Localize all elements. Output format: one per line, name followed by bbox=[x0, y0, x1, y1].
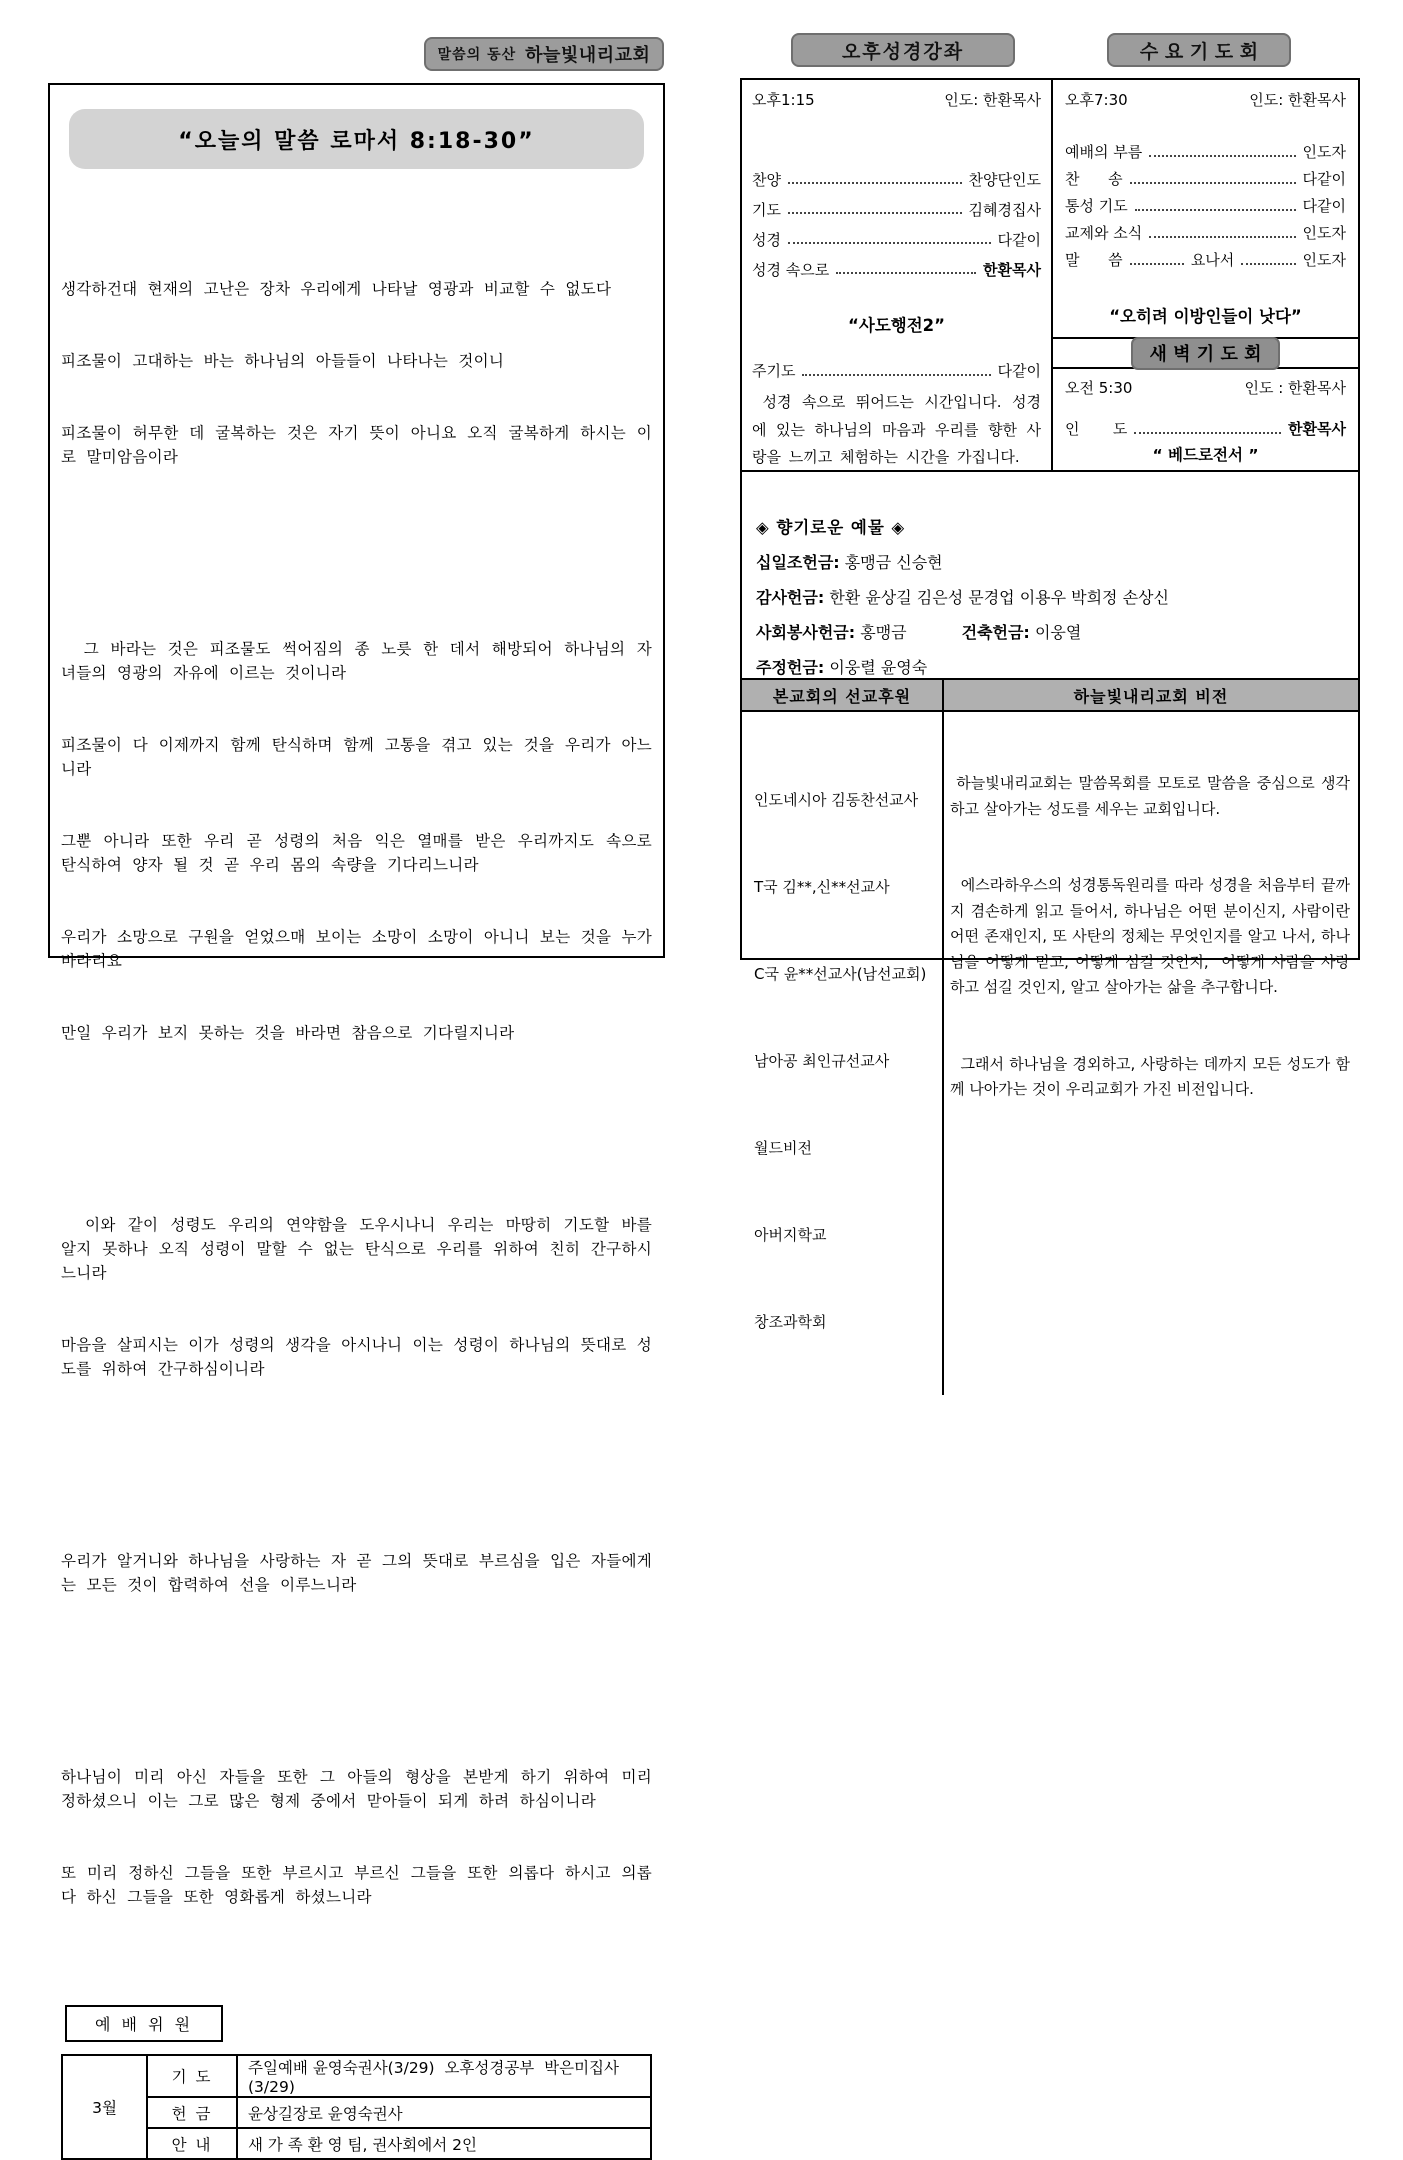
afternoon-lecture-badge: 오후성경강좌 bbox=[791, 33, 1015, 67]
offering-label: 감사헌금: bbox=[756, 588, 825, 607]
mission-item: 월드비전 bbox=[754, 1139, 812, 1157]
table-row bbox=[62, 2055, 651, 2097]
scripture-line: 피조물이 허무한 데 굴복하는 것은 자기 뜻이 아니요 오직 굴복하게 하시는 이로 말미암음이라 bbox=[61, 424, 652, 466]
page-title: “오늘의 말씀 로마서 8:18-30” bbox=[69, 109, 644, 169]
dotted-leader bbox=[1134, 432, 1281, 434]
scripture-line: 피조물이 다 이제까지 함께 탄식하며 함께 고통을 겪고 있는 것을 우리가 아느니라 bbox=[61, 736, 652, 778]
order-label: 성경 bbox=[752, 230, 781, 249]
order-row bbox=[1065, 138, 1346, 165]
table-row bbox=[62, 2128, 651, 2159]
scripture-paragraph bbox=[61, 1501, 652, 1645]
order-value: 인도자 bbox=[1302, 251, 1346, 269]
order-row bbox=[752, 254, 1041, 284]
offering-line bbox=[756, 585, 1344, 608]
offering-line bbox=[756, 550, 1344, 573]
offering-label: 주정헌금: bbox=[756, 658, 825, 677]
service-time: 오전 5:30 bbox=[1065, 379, 1133, 397]
section-header bbox=[1065, 377, 1346, 398]
dotted-leader bbox=[1149, 236, 1295, 238]
mission-item: C국 윤**선교사(남선교회) bbox=[754, 965, 927, 983]
order-label: 말 씀 bbox=[1065, 251, 1123, 269]
vision-text bbox=[944, 712, 1358, 1395]
offering-entry bbox=[756, 585, 1169, 608]
church-header-badge bbox=[424, 37, 664, 71]
order-of-service bbox=[752, 164, 1041, 284]
scripture-paragraph bbox=[61, 1165, 663, 1429]
scripture-line: 마음을 살피시는 이가 성령의 생각을 아시나니 이는 성령이 하나님의 뜻대로 성도를 위하여 간구하심이니라 bbox=[61, 1336, 653, 1378]
service-leader: 인도: 한환목사 bbox=[1249, 91, 1346, 109]
section-header bbox=[1065, 89, 1346, 110]
service-leader: 인도: 한환목사 bbox=[944, 91, 1041, 109]
scripture-line: 그 바라는 것은 피조물도 썩어짐의 종 노릇 한 데서 해방되어 하나님의 자녀들의 영광의 자유에 이르는 것이니라 bbox=[61, 640, 652, 682]
order-label: 찬 송 bbox=[1065, 170, 1123, 188]
order-value: 인도자 bbox=[1302, 224, 1346, 242]
offering-names: 홍맹금 bbox=[860, 623, 907, 642]
missions-list bbox=[742, 712, 944, 1395]
scripture-line: 피조물이 고대하는 바는 하나님의 아들들이 나타나는 것이니 bbox=[61, 352, 505, 370]
order-row bbox=[1065, 219, 1346, 246]
badge-church-name: 하늘빛내리교회 bbox=[525, 45, 651, 66]
order-value: 인도자 bbox=[1302, 143, 1346, 161]
order-value: 다같이 bbox=[1302, 170, 1346, 188]
order-row bbox=[752, 164, 1041, 194]
offering-label: 십일조헌금: bbox=[756, 553, 840, 572]
offering-line bbox=[756, 620, 1344, 643]
offering-line bbox=[756, 655, 1344, 678]
order-label: 인 도 bbox=[1065, 420, 1128, 438]
order-row bbox=[752, 224, 1041, 254]
duty-label: 헌 금 bbox=[147, 2097, 237, 2128]
mission-item: 인도네시아 김동찬선교사 bbox=[754, 791, 919, 809]
dotted-leader bbox=[788, 242, 991, 244]
services-top-section bbox=[742, 80, 1358, 472]
table-row bbox=[62, 2097, 651, 2128]
order-value: 다같이 bbox=[997, 230, 1041, 249]
duty-value: 새 가 족 환 영 팀, 권사회에서 2인 bbox=[237, 2128, 651, 2159]
dotted-leader bbox=[1130, 182, 1296, 184]
duty-label: 기 도 bbox=[147, 2055, 237, 2097]
scripture-text bbox=[61, 181, 663, 2005]
scripture-paragraph bbox=[61, 1717, 663, 1957]
order-row bbox=[752, 360, 1041, 381]
scripture-paragraph bbox=[61, 229, 652, 517]
duty-label: 안 내 bbox=[147, 2128, 237, 2159]
dawn-book-title: “ 베드로전서 ” bbox=[1152, 446, 1259, 464]
order-label: 주기도 bbox=[752, 362, 796, 380]
order-label: 기도 bbox=[752, 200, 781, 219]
missions-header: 본교회의 선교후원 bbox=[742, 680, 944, 712]
scripture-paragraph bbox=[61, 589, 663, 1093]
section-header bbox=[752, 89, 1041, 110]
table-body-row bbox=[742, 712, 1358, 1395]
vision-paragraph: 에스라하우스의 성경통독원리를 따라 성경을 처음부터 끝까지 겸손하게 읽고 들어서, 하나님은 어떤 분이신지, 사람이란 어떤 존재인지, 또 사탄의 정체는 무엇인지를 알고 나서, 하나님을 어떻게 믿고, 어떻게 섬길 것인지, 어떻게 사람을 사랑하고 섬길 것인지, 알고 살아가는 삶을 추구합니다. bbox=[950, 876, 1355, 996]
service-time: 오후1:15 bbox=[752, 91, 815, 109]
mission-item: 창조과학회 bbox=[754, 1313, 827, 1331]
month-cell: 3월 bbox=[62, 2055, 147, 2159]
wednesday-prayer-badge: 수 요 기 도 회 bbox=[1107, 33, 1291, 67]
order-of-service bbox=[1065, 138, 1346, 273]
dotted-leader bbox=[836, 272, 976, 274]
scripture-line: 만일 우리가 보지 못하는 것을 바라면 참음으로 기다릴지니라 bbox=[61, 1024, 515, 1042]
duty-table bbox=[61, 2054, 652, 2160]
order-label: 교제와 소식 bbox=[1065, 224, 1143, 242]
dawn-prayer-section bbox=[1053, 369, 1358, 470]
lecture-description: 성경 속으로 뛰어드는 시간입니다. 성경에 있는 하나님의 마음과 우리를 향한 사랑을 느끼고 체험하는 시간을 가집니다. bbox=[752, 393, 1041, 466]
dawn-prayer-badge-row bbox=[1053, 339, 1358, 369]
wednesday-dawn-column bbox=[1053, 80, 1358, 470]
duty-value: 주일예배 윤영숙권사(3/29) 오후성경공부 박은미집사(3/29) bbox=[237, 2055, 651, 2097]
offering-names: 이웅열 bbox=[1034, 623, 1082, 642]
order-row bbox=[1065, 192, 1346, 219]
dotted-leader bbox=[1241, 263, 1295, 265]
order-value: 김혜경집사 bbox=[968, 200, 1041, 219]
offering-label: 사회봉사헌금: bbox=[756, 623, 856, 642]
dotted-leader bbox=[788, 212, 962, 214]
order-value: 다같이 bbox=[997, 362, 1041, 380]
badge-motto: 말씀의 동산 bbox=[437, 47, 517, 63]
offering-label: 건축헌금: bbox=[961, 623, 1030, 642]
afternoon-lecture-section bbox=[742, 80, 1053, 470]
order-label: 성경 속으로 bbox=[752, 260, 830, 279]
order-row bbox=[1065, 165, 1346, 192]
offering-entry bbox=[756, 620, 907, 643]
table-header-row bbox=[742, 680, 1358, 712]
dotted-leader bbox=[1130, 263, 1184, 265]
scripture-line: 그뿐 아니라 또한 우리 곧 성령의 처음 익은 열매를 받은 우리까지도 속으로 탄식하여 양자 될 것 곧 우리 몸의 속량을 기다리느니라 bbox=[61, 832, 663, 874]
scripture-line: 이와 같이 성령도 우리의 연약함을 도우시나니 우리는 마땅히 기도할 바를 알지 못하나 오직 성령이 말할 수 없는 탄식으로 우리를 위하여 친히 간구하시느니라 bbox=[61, 1216, 663, 1282]
order-label: 찬양 bbox=[752, 170, 781, 189]
order-value: 찬양단인도 bbox=[968, 170, 1041, 189]
dawn-prayer-badge: 새 벽 기 도 회 bbox=[1131, 337, 1279, 370]
scripture-line: 우리가 알거니와 하나님을 사랑하는 자 곧 그의 뜻대로 부르심을 입은 자들에게는 모든 것이 합력하여 선을 이루느니라 bbox=[61, 1552, 653, 1594]
offering-entry bbox=[756, 550, 943, 573]
order-row bbox=[1065, 246, 1346, 273]
service-time: 오후7:30 bbox=[1065, 91, 1128, 109]
worship-committee-label: 예 배 위 원 bbox=[65, 2005, 223, 2042]
offerings-title: ◈ 향기로운 예물 ◈ bbox=[756, 518, 906, 537]
mission-item: T국 김**,신**선교사 bbox=[754, 878, 890, 896]
services-page bbox=[740, 78, 1360, 1331]
mission-item: 아버지학교 bbox=[754, 1226, 827, 1244]
vision-paragraph: 하늘빛내리교회는 말씀목회를 모토로 말씀을 중심으로 생각하고 살아가는 성도를 세우는 교회입니다. bbox=[950, 774, 1350, 818]
order-row bbox=[1065, 418, 1346, 439]
scripture-page bbox=[48, 83, 665, 2154]
offering-entry bbox=[962, 620, 1082, 643]
scripture-line: 우리가 소망으로 구원을 얻었으매 보이는 소망이 소망이 아니니 보는 것을 누가 바라리요 bbox=[61, 928, 663, 970]
order-middle: 요나서 bbox=[1190, 251, 1235, 269]
service-leader: 인도 : 한환목사 bbox=[1244, 379, 1346, 397]
offering-names: 이웅렬 윤영숙 bbox=[829, 658, 928, 677]
mission-item: 남아공 최인규선교사 bbox=[754, 1052, 890, 1070]
scripture-line: 또 미리 정하신 그들을 또한 부르시고 부르신 그들을 또한 의롭다 하시고 의롭다 하신 그들을 또한 영화롭게 하셨느니라 bbox=[61, 1864, 652, 1906]
offering-entry bbox=[756, 655, 927, 678]
scripture-line: 하나님이 미리 아신 자들을 또한 그 아들의 형상을 본받게 하기 위하여 미리 정하셨으니 이는 그로 많은 형제 중에서 맏아들이 되게 하려 하심이니라 bbox=[61, 1768, 663, 1810]
order-label: 통성 기도 bbox=[1065, 197, 1128, 215]
scripture-line: 생각하건대 현재의 고난은 장차 우리에게 나타날 영광과 비교할 수 없도다 bbox=[61, 280, 612, 298]
offerings-section bbox=[742, 472, 1358, 680]
offering-names: 한환 윤상길 김은성 문경업 이용우 박희정 손상신 bbox=[829, 588, 1169, 607]
wednesday-prayer-section bbox=[1053, 80, 1358, 339]
lecture-title: “사도행전2” bbox=[848, 316, 945, 335]
dotted-leader bbox=[1135, 209, 1296, 211]
order-value: 한환목사 bbox=[983, 260, 1041, 279]
order-row bbox=[752, 194, 1041, 224]
offering-names: 홍맹금 신승현 bbox=[844, 553, 943, 572]
vision-header: 하늘빛내리교회 비전 bbox=[944, 680, 1358, 712]
sermon-title: “오히려 이방인들이 낫다” bbox=[1109, 307, 1302, 326]
order-value: 다같이 bbox=[1302, 197, 1346, 215]
missions-vision-table bbox=[742, 680, 1358, 1395]
dotted-leader bbox=[788, 182, 962, 184]
duty-value: 윤상길장로 윤영숙권사 bbox=[237, 2097, 651, 2128]
dotted-leader bbox=[1149, 155, 1295, 157]
order-label: 예배의 부름 bbox=[1065, 143, 1143, 161]
vision-paragraph: 그래서 하나님을 경외하고, 사랑하는 데까지 모든 성도가 함께 나아가는 것이 우리교회가 가진 비전입니다. bbox=[950, 1054, 1350, 1098]
order-value: 한환목사 bbox=[1288, 420, 1346, 438]
dotted-leader bbox=[802, 374, 990, 376]
